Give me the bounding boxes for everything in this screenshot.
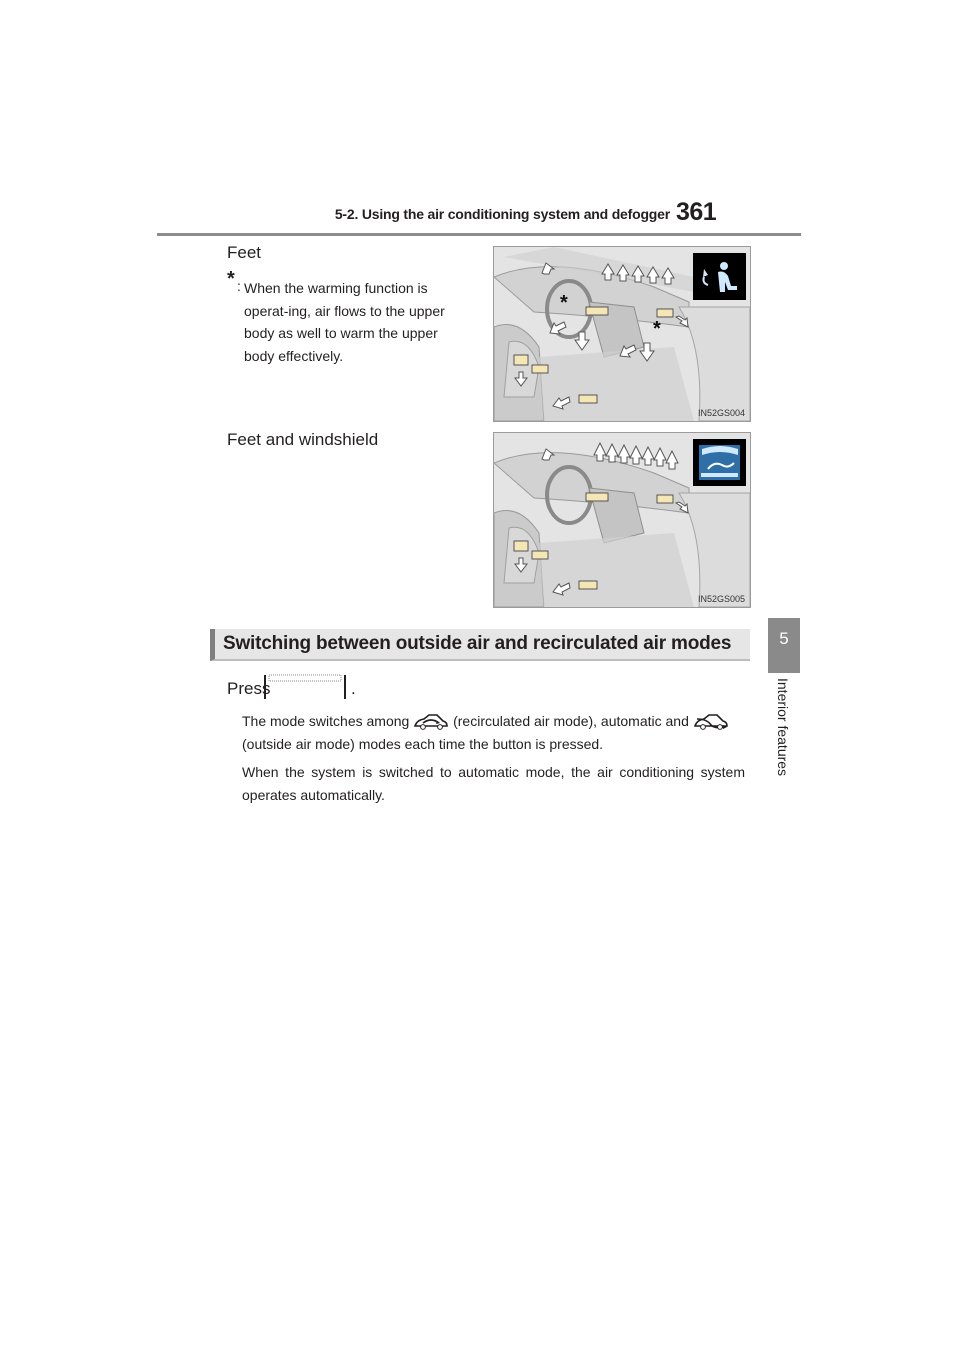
note-colon: : — [237, 278, 241, 294]
page-number: 361 — [676, 198, 717, 226]
feet-windshield-airflow-icon — [693, 439, 746, 486]
mode-switch-text-2: (recirculated air mode), automatic and — [453, 713, 689, 729]
header-divider — [157, 233, 801, 236]
feet-airflow-figure — [493, 246, 751, 422]
outside-air-icon — [693, 712, 729, 732]
mode-switch-text-1: The mode switches among — [242, 713, 410, 729]
mode-switch-text-3: (outside air mode) modes each time the button is pressed. — [242, 736, 604, 752]
feet-airflow-icon — [693, 253, 746, 300]
feet-windshield-mode-label: Feet and windshield — [227, 430, 379, 449]
feet-mode-label: Feet — [227, 243, 262, 262]
feet-windshield-airflow-figure — [493, 432, 751, 608]
section-title: Switching between outside air and recirculated air modes — [223, 633, 732, 654]
press-instruction: Press — [227, 679, 271, 698]
note-text: When the warming function is operat-ing, air flows to the upper body as well to warm the upper body effectively. — [244, 280, 445, 364]
figure-asterisk-1: * — [560, 292, 568, 314]
recirculated-air-icon — [413, 712, 449, 732]
automatic-mode-paragraph: When the system is switched to automatic mode, the air conditioning system operates automatically. — [242, 764, 745, 803]
press-period: . — [351, 679, 356, 698]
running-header: 5-2. Using the air conditioning system and defogger — [334, 206, 670, 222]
chapter-number: 5 — [779, 629, 789, 648]
note-asterisk: * — [227, 268, 235, 290]
figure-code: IN52GS005 — [697, 594, 745, 604]
figure-code: IN52GS004 — [697, 408, 745, 418]
figure-asterisk-2: * — [653, 318, 661, 340]
mode-switch-paragraph — [242, 710, 745, 756]
air-intake-button-image — [263, 673, 347, 701]
chapter-title: Interior features — [775, 678, 791, 777]
warming-note — [227, 270, 467, 367]
